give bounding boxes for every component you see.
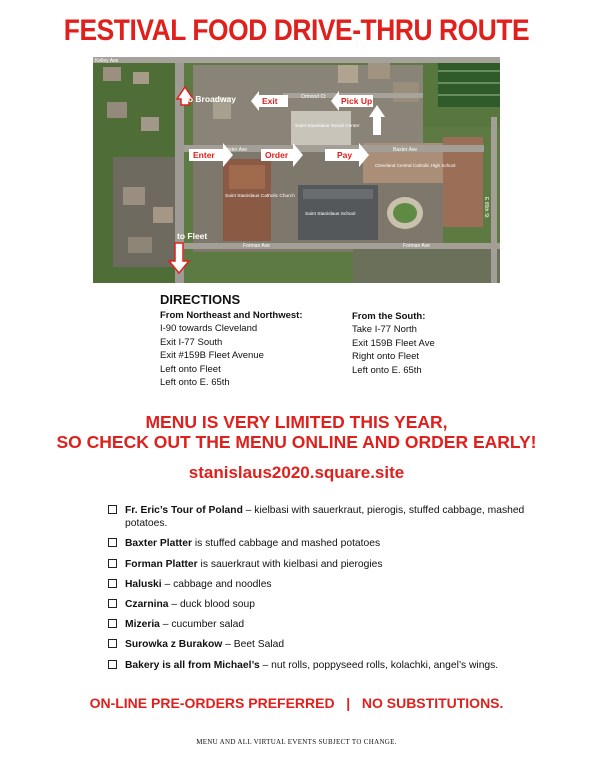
menu-item-name: Baxter Platter bbox=[125, 538, 192, 550]
direction-step: Left onto Fleet bbox=[160, 363, 221, 375]
street-label: E 65th St bbox=[483, 197, 489, 218]
label-exit: Exit bbox=[262, 96, 278, 106]
menu-item-name: Surowka z Burakow bbox=[125, 639, 223, 651]
menu-notice bbox=[0, 412, 593, 452]
list-item bbox=[108, 537, 528, 550]
menu-item-name: Mizeria bbox=[125, 619, 160, 631]
checkbox[interactable] bbox=[108, 579, 117, 588]
menu-item-desc: – kielbasi with sauerkraut, pierogis, stuffed cabbage, mashed potatoes. bbox=[125, 505, 525, 530]
road-forman bbox=[184, 243, 500, 249]
checkbox[interactable] bbox=[108, 559, 117, 568]
direction-step: Left onto E. 65th bbox=[352, 364, 422, 376]
directions-northeast bbox=[160, 309, 303, 389]
menu-item-desc: is stuffed cabbage and mashed potatoes bbox=[191, 538, 381, 550]
menu-item-name: Bakery is all from Michael’s bbox=[125, 659, 260, 671]
street-label: Forman Ave bbox=[243, 243, 270, 249]
street-label: Kelley Ave bbox=[95, 58, 119, 64]
preorder-note: ON-LINE PRE-ORDERS PREFERRED | NO SUBSTITUTIONS. bbox=[89, 695, 504, 711]
list-item bbox=[108, 504, 528, 530]
page-title: FESTIVAL FOOD DRIVE-THRU ROUTE bbox=[63, 14, 530, 47]
checkbox[interactable] bbox=[108, 619, 117, 628]
checkbox[interactable] bbox=[108, 660, 117, 669]
menu-item-desc: – cucumber salad bbox=[159, 619, 245, 631]
website-link[interactable]: stanislaus2020.square.site bbox=[188, 463, 405, 482]
checkbox[interactable] bbox=[108, 505, 117, 514]
list-item bbox=[108, 618, 528, 631]
directions-northeast-title: From Northeast and Northwest: bbox=[160, 310, 303, 321]
menu-item-name: Czarnina bbox=[125, 599, 169, 611]
list-item bbox=[108, 558, 528, 571]
label-order: Order bbox=[265, 150, 289, 160]
street-label: Baxter Ave bbox=[223, 147, 248, 153]
place-label: Saint Stanislaus Catholic Church bbox=[225, 194, 295, 199]
checkbox[interactable] bbox=[108, 599, 117, 608]
place-label: Saint Stanislaus School bbox=[305, 212, 356, 217]
menu-item-name: Haluski bbox=[125, 578, 162, 590]
menu-notice-line2: SO CHECK OUT THE MENU ONLINE AND ORDER EARLY! bbox=[56, 432, 537, 452]
directions-south-title: From the South: bbox=[352, 311, 426, 322]
direction-step: Left onto E. 65th bbox=[160, 377, 230, 389]
street-label: Baxter Ave bbox=[393, 147, 418, 153]
direction-step: Exit I-77 South bbox=[160, 336, 223, 348]
label-to-broadway: to Broadway bbox=[185, 94, 237, 104]
label-enter: Enter bbox=[193, 150, 215, 160]
label-pick-up: Pick Up bbox=[341, 96, 373, 106]
direction-step: Right onto Fleet bbox=[352, 351, 420, 363]
list-item bbox=[108, 598, 528, 611]
menu-item-desc: – cabbage and noodles bbox=[161, 578, 272, 590]
list-item bbox=[108, 578, 528, 591]
menu-item-desc: – duck blood soup bbox=[168, 599, 255, 611]
place-label: Cleveland Central Catholic High School bbox=[375, 163, 456, 168]
direction-step: I-90 towards Cleveland bbox=[160, 323, 258, 335]
label-to-fleet: to Fleet bbox=[177, 231, 208, 241]
menu-item-name: Fr. Eric’s Tour of Poland bbox=[125, 505, 243, 516]
menu-item-desc: – nut rolls, poppyseed rolls, kolachki, angel’s wings. bbox=[259, 659, 499, 671]
menu-item-desc: – Beet Salad bbox=[222, 639, 285, 651]
list-item bbox=[108, 638, 528, 651]
menu-list bbox=[108, 504, 528, 679]
label-pay: Pay bbox=[337, 150, 353, 160]
direction-step: Exit 159B Fleet Ave bbox=[352, 337, 435, 349]
directions-south bbox=[352, 310, 435, 377]
menu-item-desc: is sauerkraut with kielbasi and pierogies bbox=[197, 558, 383, 570]
street-label: Ormond Ct bbox=[301, 94, 326, 100]
direction-step: Exit #159B Fleet Avenue bbox=[160, 350, 264, 362]
direction-step: Take I-77 North bbox=[352, 324, 417, 336]
directions-heading: DIRECTIONS bbox=[160, 292, 241, 307]
list-item bbox=[108, 659, 528, 672]
road-top bbox=[93, 57, 500, 63]
menu-item-name: Forman Platter bbox=[125, 558, 198, 570]
place-label: Saint Stanislaus Social Center bbox=[295, 124, 360, 129]
map-svg bbox=[93, 57, 500, 283]
menu-notice-line1: MENU IS VERY LIMITED THIS YEAR, bbox=[145, 412, 448, 432]
street-label: Forman Ave bbox=[403, 243, 430, 249]
fine-print: MENU AND ALL VIRTUAL EVENTS SUBJECT TO CHANGE. bbox=[196, 738, 397, 746]
aerial-route-map bbox=[93, 57, 500, 283]
checkbox[interactable] bbox=[108, 538, 117, 547]
checkbox[interactable] bbox=[108, 639, 117, 648]
